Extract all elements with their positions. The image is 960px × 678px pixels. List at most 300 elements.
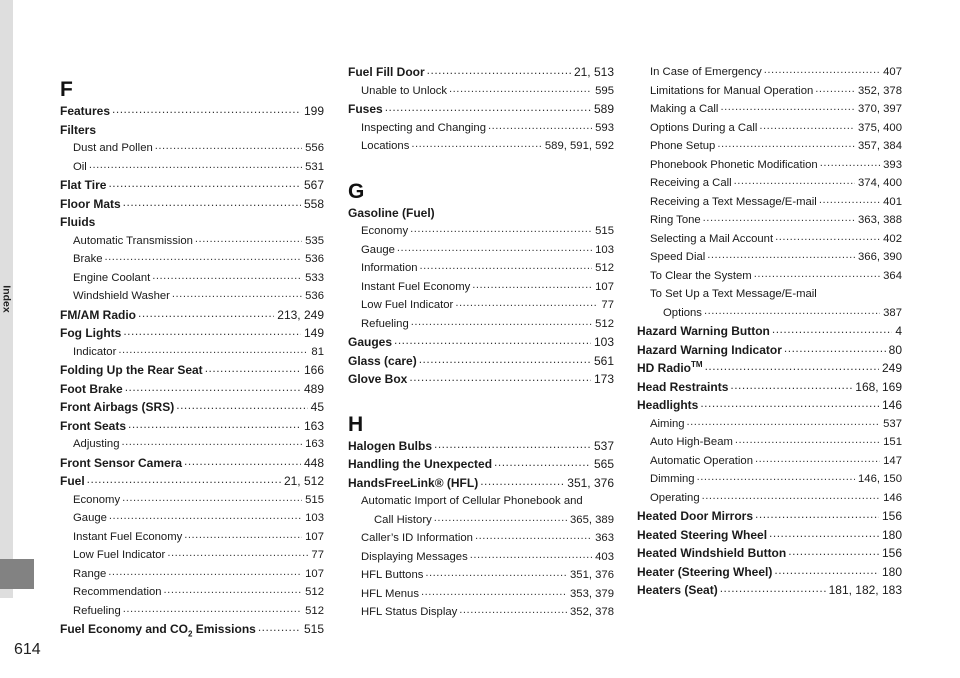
dot-leader: [755, 507, 879, 521]
entry-term: [60, 326, 121, 340]
entry-term-text: Call History: [374, 513, 432, 526]
entry-term-text: Headlights: [637, 398, 699, 412]
index-subentry: [60, 507, 324, 525]
entry-term: [361, 587, 419, 601]
entry-term: [348, 439, 432, 453]
dot-leader: [89, 158, 302, 172]
page-reference: 352, 378: [858, 84, 902, 97]
index-subentry: [637, 468, 902, 486]
dot-leader: [125, 380, 301, 394]
page-reference: 407: [883, 66, 902, 78]
page-reference: 556: [305, 142, 324, 154]
entry-term: [73, 345, 116, 359]
entry-term-text: Fuel Economy and CO: [60, 622, 189, 636]
dot-leader: [764, 63, 880, 77]
dot-leader: [385, 100, 591, 114]
page-reference: 531: [305, 160, 324, 173]
index-subentry: [637, 191, 902, 209]
page-reference: 515: [305, 493, 324, 506]
dot-leader: [705, 359, 879, 373]
entry-term: [73, 271, 150, 285]
dot-leader: [108, 176, 301, 190]
entry-term-text: Economy: [73, 493, 121, 506]
entry-term-text-continued: Emissions: [192, 622, 256, 636]
entry-term-text: Heaters (Seat): [637, 583, 718, 597]
entry-term-text: Refueling: [73, 604, 121, 617]
entry-term: [348, 476, 478, 490]
entry-term-text: Automatic Import of Cellular Phonebook and: [361, 495, 583, 507]
index-subentry: [60, 581, 324, 599]
page-reference: 180: [881, 564, 902, 579]
section-letter-f: F: [60, 78, 73, 101]
index-subentry: [637, 265, 902, 283]
index-subentry: [348, 294, 614, 312]
index-entry: [60, 452, 324, 470]
entry-term-text: Unable to Unlock: [361, 84, 448, 97]
page-reference: 351, 376: [570, 569, 614, 581]
entry-term-text: Fuel Fill Door: [348, 65, 425, 79]
entry-term-text: Filters: [60, 122, 97, 137]
dot-leader: [784, 341, 886, 355]
dot-leader: [164, 583, 303, 597]
entry-term: [73, 234, 193, 248]
dot-leader: [427, 63, 571, 77]
entry-term: [650, 139, 715, 153]
entry-term: [637, 565, 772, 579]
entry-term-text: Aiming: [650, 417, 685, 430]
dot-leader: [409, 370, 591, 384]
entry-term-text: Heater (Steering Wheel): [637, 564, 773, 579]
entry-term-text: Options: [663, 306, 702, 319]
page-reference: 146, 150: [858, 473, 902, 485]
page-number: 614: [14, 641, 41, 658]
entry-term: [73, 511, 107, 525]
page-reference: 147: [883, 454, 902, 467]
entry-term-text: Options During a Call: [650, 121, 758, 134]
page-reference: 489: [303, 381, 324, 396]
dot-leader: [434, 437, 591, 451]
entry-term: [73, 141, 153, 155]
entry-term-text: Gasoline (Fuel): [348, 205, 435, 220]
dot-leader: [494, 455, 591, 469]
page-reference: 375, 400: [858, 121, 902, 134]
page-reference: 589: [593, 102, 614, 116]
entry-term: [637, 343, 782, 357]
index-subentry: [348, 276, 614, 294]
entry-term-text: Heated Steering Wheel: [637, 527, 768, 542]
page-reference: 166: [303, 363, 324, 377]
page-reference: 537: [593, 438, 614, 453]
entry-term-text: Receiving a Call: [650, 177, 732, 189]
entry-term: [60, 382, 123, 396]
index-entry: [60, 618, 324, 639]
page-reference: 366, 390: [858, 251, 902, 263]
entry-term: [348, 457, 492, 471]
page-reference: 558: [303, 196, 324, 211]
dot-leader: [449, 82, 592, 96]
entry-term: [637, 509, 753, 523]
entry-term: [361, 550, 468, 564]
dot-leader: [702, 489, 881, 503]
entry-term: [60, 400, 174, 414]
index-entry: [637, 394, 902, 412]
page-reference: 593: [595, 121, 614, 134]
entry-term: [637, 583, 718, 597]
entry-term-text: Hazard Warning Button: [637, 324, 770, 338]
dot-leader: [410, 222, 592, 236]
dot-leader: [470, 548, 592, 562]
entry-term-text: Heated Door Mirrors: [637, 509, 754, 523]
dot-leader: [772, 322, 892, 336]
entry-term-text: Low Fuel Indicator: [361, 299, 454, 311]
dot-leader: [109, 509, 302, 523]
page-reference: 249: [881, 361, 902, 375]
dot-leader: [734, 174, 855, 188]
dot-leader: [820, 156, 880, 170]
entry-term: [637, 324, 770, 338]
entry-term-text: Foot Brake: [60, 381, 123, 396]
entry-term: [73, 289, 170, 303]
dot-leader: [788, 544, 879, 558]
entry-term-text: Recommendation: [73, 586, 162, 598]
dot-leader: [775, 230, 880, 244]
entry-term: [73, 160, 87, 174]
entry-term-text: Making a Call: [650, 103, 719, 115]
entry-term: [348, 335, 392, 349]
page-reference: 180: [881, 527, 902, 542]
index-subentry: [637, 61, 902, 79]
dot-leader: [774, 563, 879, 577]
index-tab-label: Index: [0, 285, 13, 313]
entry-term: [73, 604, 121, 618]
page-reference: 357, 384: [858, 140, 902, 152]
page-reference: 103: [593, 335, 614, 349]
index-entry: [637, 524, 902, 542]
dot-leader: [155, 139, 302, 153]
entry-term-text: Gauges: [348, 335, 393, 349]
page-reference: 181, 182, 183: [828, 583, 902, 597]
page-reference: 515: [303, 622, 324, 636]
entry-term-text: Ring Tone: [650, 214, 701, 226]
entry-term-text: Adjusting: [73, 438, 120, 450]
page-reference: 81: [311, 345, 324, 358]
index-entry: [60, 193, 324, 211]
dot-leader: [421, 585, 567, 599]
entry-term-text: HFL Status Display: [361, 606, 458, 618]
index-subentry: [60, 489, 324, 507]
entry-term: [650, 176, 732, 190]
dot-leader: [703, 211, 855, 225]
index-entry: [60, 359, 324, 377]
entry-term: [60, 622, 256, 639]
entry-term: [73, 585, 162, 599]
dot-leader: [455, 296, 598, 310]
index-subentry: [637, 413, 902, 431]
dot-leader: [411, 315, 592, 329]
dot-leader: [123, 195, 301, 209]
page-reference: 512: [305, 604, 324, 617]
page-reference: 4: [895, 324, 902, 338]
index-subentry: [348, 527, 614, 545]
page-reference: 146: [881, 398, 902, 412]
entry-term-text: Phonebook Phonetic Modification: [650, 158, 818, 171]
dot-leader: [105, 250, 303, 264]
dot-leader: [108, 565, 302, 579]
entry-term: [650, 491, 700, 505]
entry-term-text: Windshield Washer: [73, 290, 170, 302]
entry-term: [361, 121, 486, 135]
entry-term: [361, 261, 418, 275]
page-reference: 393: [883, 158, 902, 171]
entry-term-text: Fuel: [60, 474, 85, 488]
entry-term: [361, 84, 447, 98]
entry-term-text: Glass (care): [348, 353, 417, 368]
entry-term-text: HFL Buttons: [361, 569, 424, 581]
entry-term: [60, 215, 95, 229]
entry-term-text: Inspecting and Changing: [361, 121, 486, 134]
index-entry: [637, 376, 902, 394]
entry-term-text: To Set Up a Text Message/E-mail: [650, 288, 817, 300]
dot-leader: [152, 269, 302, 283]
entry-term: [60, 178, 106, 192]
index-subentry: [637, 302, 902, 320]
entry-term: [60, 363, 203, 377]
index-subentry: [348, 135, 614, 153]
page-reference: 448: [303, 455, 324, 470]
dot-leader: [123, 602, 302, 616]
entry-term-text: Glove Box: [348, 372, 408, 386]
index-subentry: [637, 431, 902, 449]
dot-leader: [411, 137, 542, 151]
page-reference: 512: [595, 317, 614, 330]
entry-term: [650, 417, 685, 431]
entry-term-text: HD Radio: [637, 361, 691, 375]
index-subentry: [60, 285, 324, 303]
entry-term: [650, 250, 705, 264]
page-reference: 103: [595, 243, 614, 256]
index-entry: [348, 350, 614, 368]
entry-term: [650, 287, 817, 301]
page-reference: 103: [305, 512, 324, 524]
entry-term-text: Automatic Transmission: [73, 234, 193, 247]
index-entry: [637, 505, 902, 523]
index-subentry: [637, 135, 902, 153]
page-reference: 146: [883, 491, 902, 504]
page-reference: 567: [303, 178, 324, 192]
index-entry: [60, 396, 324, 414]
page-reference: 156: [881, 546, 902, 560]
index-subentry: [60, 137, 324, 155]
index-subentry: [637, 172, 902, 190]
entry-term: [650, 472, 695, 486]
dot-leader: [697, 470, 855, 484]
entry-term-text: Information: [361, 262, 418, 274]
dot-leader: [480, 474, 564, 488]
dot-leader: [112, 102, 301, 116]
index-subentry: [348, 583, 614, 601]
index-entry: [348, 368, 614, 386]
dot-leader: [434, 511, 567, 525]
index-subentry: [348, 313, 614, 331]
entry-term-text: Front Airbags (SRS): [60, 400, 175, 414]
index-entry: [637, 542, 902, 560]
entry-term-text: Locations: [361, 140, 410, 152]
entry-term-text: Oil: [73, 160, 87, 173]
page-reference: 537: [883, 417, 902, 430]
dot-leader: [819, 193, 880, 207]
entry-term-text: Selecting a Mail Account: [650, 232, 774, 245]
dot-leader: [195, 232, 302, 246]
subscript: 2: [188, 629, 193, 639]
index-subentry: [348, 564, 614, 582]
section-letter-h: H: [348, 412, 364, 436]
index-subentry: [637, 154, 902, 172]
entry-term-text: Floor Mats: [60, 196, 121, 211]
index-subentry: [637, 117, 902, 135]
entry-term-text: FM/AM Radio: [60, 307, 136, 322]
index-subentry: [60, 433, 324, 451]
page-reference: 199: [303, 104, 324, 118]
entry-term-text: Refueling: [361, 317, 409, 330]
index-entry: [348, 331, 614, 349]
entry-term: [637, 361, 703, 375]
page-reference: 168, 169: [855, 379, 902, 394]
entry-term: [348, 65, 425, 79]
index-entry: [60, 211, 324, 229]
page-reference: 352, 378: [570, 606, 614, 618]
entry-term-text: Heated Windshield Button: [637, 546, 787, 560]
entry-term: [374, 513, 432, 527]
entry-term-text: Handling the Unexpected: [348, 457, 493, 471]
entry-term-text: In Case of Emergency: [650, 66, 762, 78]
index-subentry: [348, 601, 614, 619]
index-entry: [348, 453, 614, 471]
entry-term-text: Range: [73, 567, 107, 580]
index-entry: [60, 100, 324, 118]
index-subentry: [637, 487, 902, 505]
page-reference: 402: [883, 232, 902, 245]
index-subentry: [348, 220, 614, 238]
dot-leader: [730, 378, 852, 392]
dot-leader: [172, 287, 302, 301]
page-reference: 163: [303, 418, 324, 433]
entry-term-text: Flat Tire: [60, 178, 107, 192]
page-reference: 401: [883, 195, 902, 208]
entry-term-text: Folding Up the Rear Seat: [60, 363, 203, 377]
page-reference: 595: [595, 84, 614, 97]
entry-term: [60, 197, 121, 211]
dot-leader: [754, 267, 880, 281]
entry-term: [60, 104, 110, 118]
entry-term-text: Features: [60, 104, 111, 118]
dot-leader: [759, 119, 855, 133]
page-reference: 149: [303, 326, 324, 340]
entry-term: [348, 354, 417, 368]
dot-leader: [720, 581, 826, 595]
index-entry: [60, 119, 324, 137]
dot-leader: [459, 603, 567, 617]
entry-term-text: Automatic Operation: [650, 454, 753, 467]
entry-term: [650, 195, 817, 209]
index-entry: [60, 322, 324, 340]
entry-term: [361, 280, 470, 294]
section-letter-g: G: [348, 179, 365, 203]
entry-term-text: Brake: [73, 253, 103, 265]
entry-term-text: Economy: [361, 225, 409, 237]
index-entry: [637, 579, 902, 597]
entry-term: [637, 546, 786, 560]
dot-leader: [128, 417, 301, 431]
page-reference: 353, 379: [570, 587, 614, 600]
index-subentry: [60, 230, 324, 248]
page-reference: 363, 388: [858, 214, 902, 226]
index-subentry: [637, 209, 902, 227]
entry-term-text: Low Fuel Indicator: [73, 549, 166, 561]
index-subentry: [348, 80, 614, 98]
dot-leader: [123, 324, 301, 338]
entry-term: [361, 317, 409, 331]
entry-term-text: Front Sensor Camera: [60, 455, 183, 470]
entry-term: [361, 605, 457, 619]
page-reference: 173: [593, 372, 614, 386]
page-reference: 533: [305, 271, 324, 284]
index-entry: [348, 202, 614, 220]
dot-leader: [700, 396, 879, 410]
dot-leader: [121, 435, 302, 449]
dot-leader: [735, 433, 880, 447]
entry-term: [650, 158, 818, 172]
index-subentry: [60, 563, 324, 581]
dot-leader: [420, 259, 593, 273]
entry-term: [650, 84, 813, 98]
page-reference: 107: [595, 280, 614, 293]
index-entry: [348, 98, 614, 116]
dot-leader: [687, 415, 881, 429]
entry-term: [60, 474, 85, 488]
dot-leader: [118, 343, 308, 357]
index-entry: [348, 61, 614, 79]
entry-term-text: Auto High-Beam: [650, 436, 733, 448]
entry-term-text: Limitations for Manual Operation: [650, 84, 814, 97]
index-subentry: [348, 509, 614, 527]
dot-leader: [167, 546, 308, 560]
page-reference: 589, 591, 592: [544, 140, 614, 152]
index-entry: [60, 304, 324, 322]
dot-leader: [769, 526, 879, 540]
dot-leader: [394, 333, 591, 347]
page-reference: 156: [881, 509, 902, 523]
entry-term-text: Instant Fuel Economy: [361, 280, 471, 293]
entry-term: [60, 456, 182, 470]
entry-term: [73, 437, 119, 451]
dot-leader: [138, 306, 274, 320]
entry-term-text: Gauge: [361, 243, 395, 256]
entry-term-text: Fuses: [348, 102, 383, 116]
page-reference: 561: [593, 353, 614, 368]
entry-term: [348, 372, 407, 386]
dot-leader: [87, 472, 281, 486]
entry-term: [637, 380, 728, 394]
entry-term: [60, 308, 136, 322]
entry-term: [361, 139, 409, 153]
dot-leader: [258, 620, 301, 634]
entry-term-text: Head Restraints: [637, 379, 729, 394]
entry-term: [663, 306, 702, 320]
entry-term: [60, 419, 126, 433]
entry-term: [361, 531, 473, 545]
index-subentry: [60, 526, 324, 544]
page-reference: 21, 512: [283, 474, 324, 488]
